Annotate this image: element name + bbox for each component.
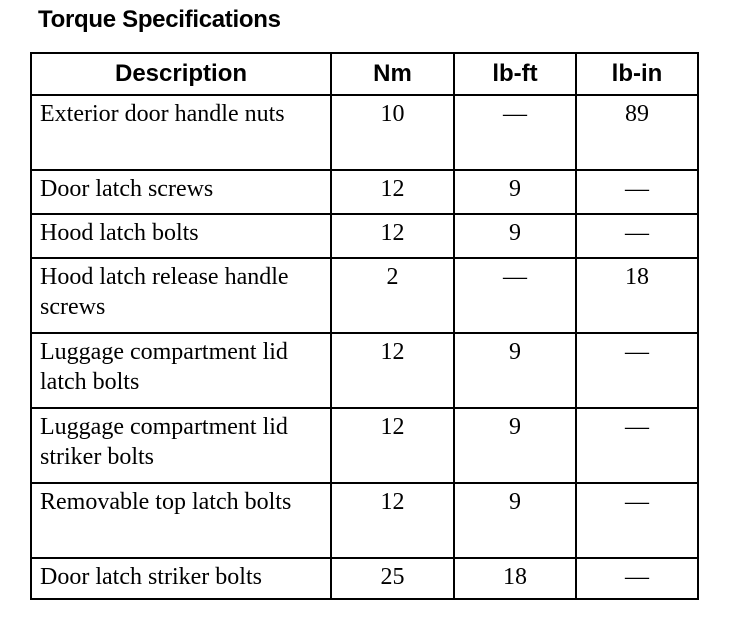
cell-lbft: 9 [454,170,576,214]
table-row [31,408,698,483]
cell-description: Hood latch bolts [31,214,331,258]
table-row [31,95,698,170]
cell-nm: 12 [331,408,454,483]
page-title: Torque Specifications [38,6,281,33]
cell-lbft: 9 [454,214,576,258]
cell-lbft: 9 [454,483,576,558]
cell-lbft: 18 [454,558,576,599]
cell-description: Luggage compartment lid latch bolts [31,333,331,408]
column-header-nm: Nm [331,53,454,95]
cell-lbin: 89 [576,95,698,170]
column-header-lbft: lb-ft [454,53,576,95]
cell-lbin: — [576,483,698,558]
torque-specifications-table [30,52,699,600]
cell-nm: 25 [331,558,454,599]
table-row [31,483,698,558]
table-row [31,170,698,214]
cell-nm: 12 [331,333,454,408]
cell-nm: 12 [331,483,454,558]
cell-lbin: — [576,214,698,258]
table-header-row [31,53,698,95]
cell-lbin: — [576,558,698,599]
cell-description: Removable top latch bolts [31,483,331,558]
table-row [31,558,698,599]
column-header-description: Description [31,53,331,95]
cell-nm: 12 [331,214,454,258]
cell-description: Exterior door handle nuts [31,95,331,170]
cell-lbin: — [576,408,698,483]
cell-lbin: — [576,333,698,408]
cell-nm: 10 [331,95,454,170]
table-row [31,333,698,408]
cell-lbft: 9 [454,333,576,408]
cell-description: Door latch screws [31,170,331,214]
cell-lbin: — [576,170,698,214]
column-header-lbin: lb-in [576,53,698,95]
cell-description: Door latch striker bolts [31,558,331,599]
cell-lbft: — [454,95,576,170]
cell-lbin: 18 [576,258,698,333]
table-row [31,258,698,333]
table-row [31,214,698,258]
cell-nm: 2 [331,258,454,333]
cell-description: Hood latch release handle screws [31,258,331,333]
cell-nm: 12 [331,170,454,214]
cell-lbft: — [454,258,576,333]
cell-lbft: 9 [454,408,576,483]
cell-description: Luggage compartment lid striker bolts [31,408,331,483]
